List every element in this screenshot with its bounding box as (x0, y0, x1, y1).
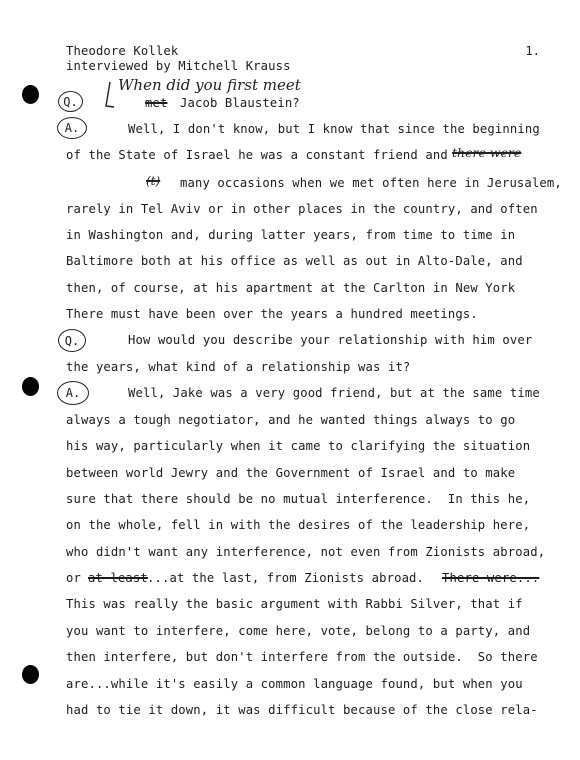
transcript-line: sure that there should be no mutual interference. In this he, (66, 492, 531, 506)
binder-hole-bottom (22, 665, 39, 684)
transcript-line: always a tough negotiator, and he wanted things always to go (66, 413, 516, 427)
struck-word-met: met (145, 96, 168, 110)
transcript-line: you want to interfere, come here, vote, belong to a party, and (66, 624, 531, 638)
answer-marker: A. (57, 117, 87, 139)
struck-bracket-t: (t) (146, 174, 161, 188)
transcript-line: Jacob Blaustein? (180, 96, 300, 110)
transcript-line: had to tie it down, it was difficult because of the close rela- (66, 703, 538, 717)
transcript-line: of the State of Israel he was a constant friend and (66, 148, 448, 162)
binder-hole-middle (22, 377, 39, 396)
transcript-line: then, of course, at his apartment at the Carlton in New York (66, 281, 516, 295)
transcript-line: Well, Jake was a very good friend, but at the same time (128, 386, 540, 400)
transcript-line: between world Jewry and the Government of Israel and to make (66, 466, 516, 480)
transcript-line: Baltimore both at his office as well as out in Alto-Dale, and (66, 254, 523, 268)
transcript-line: ...at the last, from Zionists abroad. (147, 571, 425, 585)
transcript-line: How would you describe your relationship with him over (128, 333, 533, 347)
transcript-line: who didn't want any interference, not even from Zionists abroad, (66, 545, 546, 559)
transcript-line: then interfere, but don't interfere from the outside. So there (66, 650, 538, 664)
transcript-line: in Washington and, during latter years, from time to time in (66, 228, 516, 242)
question-marker: Q. (58, 329, 86, 352)
handwritten-insertion: When did you first meet (118, 76, 301, 94)
question-marker: Q. (58, 91, 83, 112)
transcript-line: or (66, 571, 81, 585)
transcript-line: many occasions when we met often here in Jerusalem, (180, 176, 562, 190)
binder-hole-top (22, 85, 39, 104)
transcript-line: Well, I don't know, but I know that since the beginning (128, 122, 540, 136)
transcript-line: There must have been over the years a hundred meetings. (66, 307, 478, 321)
transcript-line: the years, what kind of a relationship was it? (66, 360, 411, 374)
transcript-line: rarely in Tel Aviv or in other places in the country, and often (66, 202, 538, 216)
interviewer-credit: interviewed by Mitchell Krauss (66, 59, 291, 73)
interviewee-name: Theodore Kollek (66, 44, 179, 58)
page-number: 1. (525, 44, 540, 58)
struck-handwritten-there-were: there were (452, 145, 522, 160)
insertion-bracket-mark (98, 80, 116, 110)
transcript-line: his way, particularly when it came to clarifying the situation (66, 439, 531, 453)
transcript-line: are...while it's easily a common language found, but when you (66, 677, 523, 691)
transcript-line: on the whole, fell in with the desires of the leadership here, (66, 518, 531, 532)
transcript-line: This was really the basic argument with Rabbi Silver, that if (66, 597, 523, 611)
answer-marker: A. (57, 381, 89, 405)
struck-text-there-were: There were... (442, 571, 540, 585)
struck-text-at-least: at least (88, 571, 148, 585)
